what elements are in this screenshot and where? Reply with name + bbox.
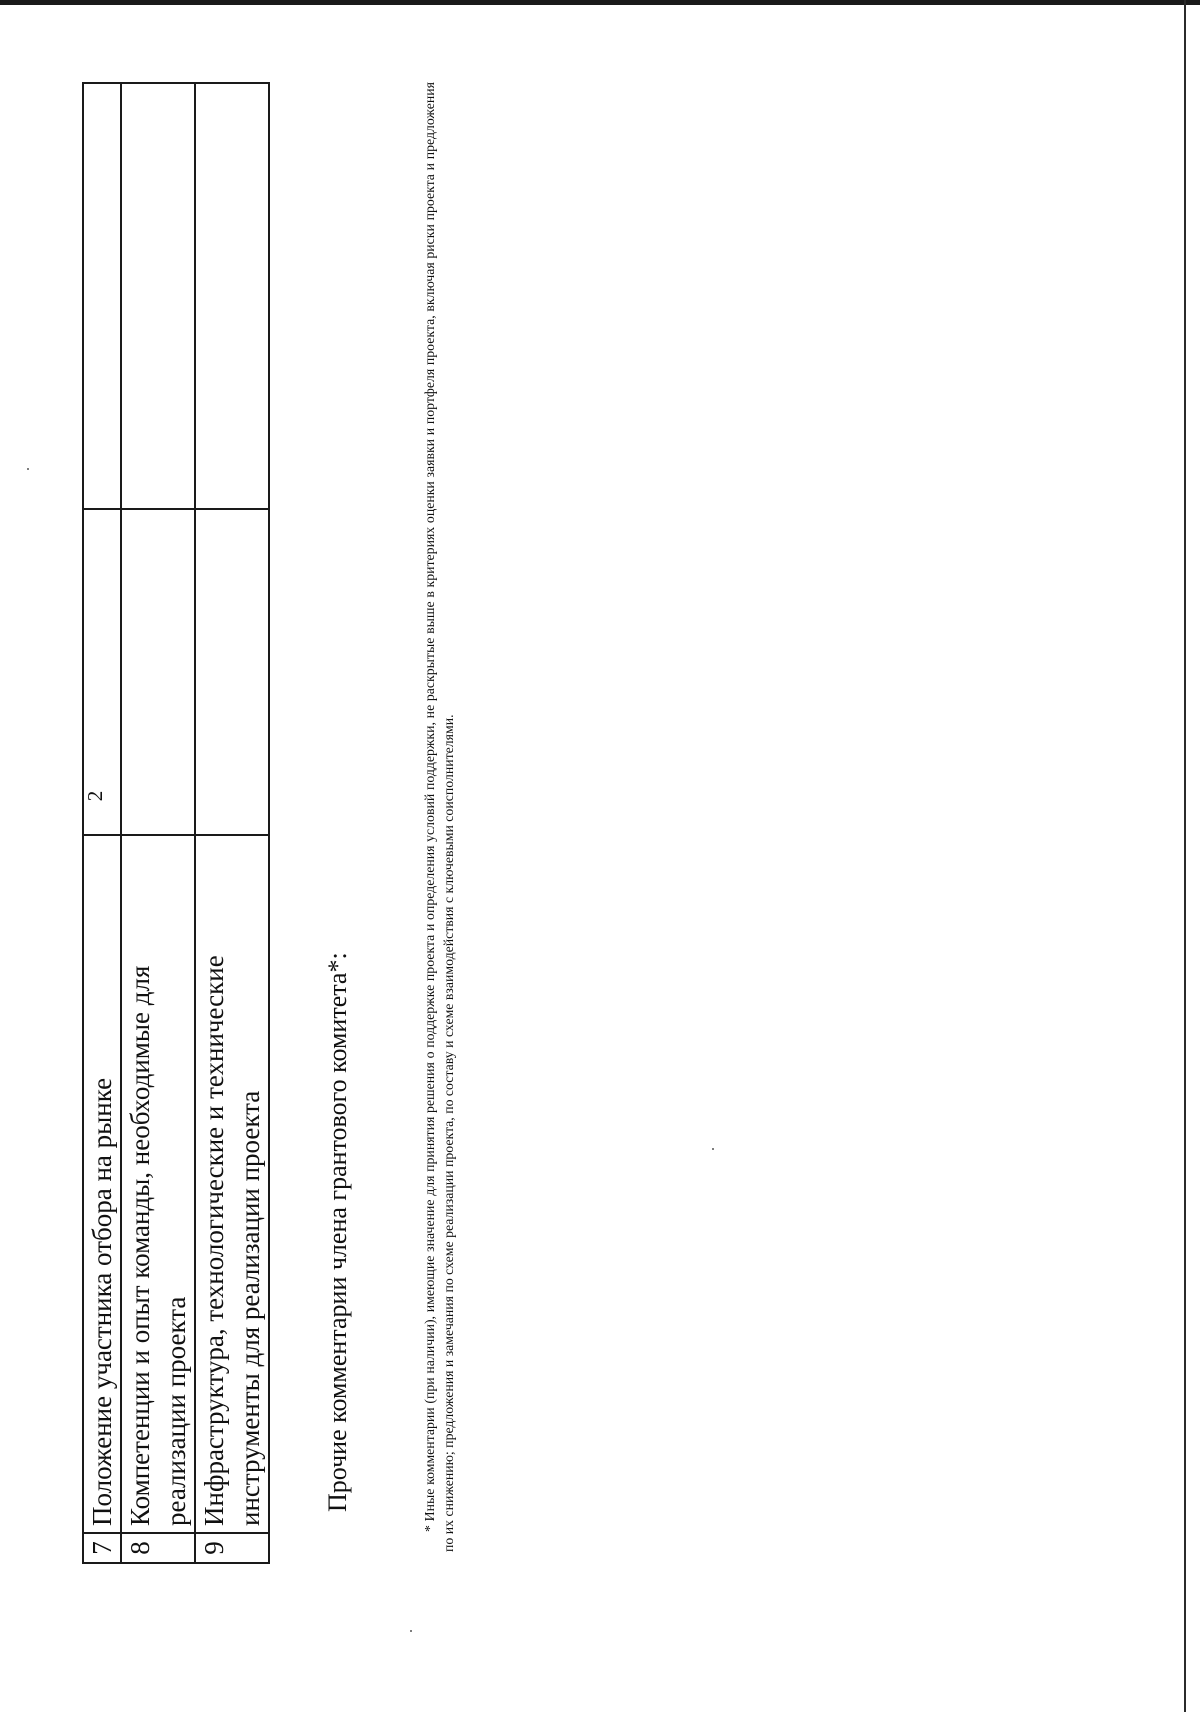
comment-cell (195, 83, 269, 509)
footnote: * Иные комментарии (при наличии), имеющие значение для принятия решения о поддержке проекта и определения условий поддержки, не раскрытые выше в критериях оценки заявки и портфеля проекта, включая риски проекта и предложения по их снижению; предложения и замечания по схеме реализации проекта, по составу и схеме взаимодействия с ключевыми соисполнителями. (422, 82, 456, 1552)
table-row (121, 83, 195, 1563)
comment-cell (121, 83, 195, 509)
comments-heading: Прочие комментарии члена грантового комитета*: (323, 952, 352, 1512)
table-row (83, 83, 121, 1563)
row-number: 7 (83, 1533, 121, 1563)
page-number: 2 (83, 790, 107, 802)
score-cell (121, 509, 195, 835)
criterion-name: Инфраструктура, технологические и технические инструменты для реализации проекта (195, 835, 269, 1533)
row-number: 8 (121, 1533, 195, 1563)
criteria-table (82, 82, 270, 1564)
row-number: 9 (195, 1533, 269, 1563)
criterion-name: Положение участника отбора на рынке (83, 835, 121, 1533)
criterion-name: Компетенции и опыт команды, необходимые для реализации проекта (121, 835, 195, 1533)
score-cell (195, 509, 269, 835)
score-cell (83, 509, 121, 835)
comment-cell (83, 83, 121, 509)
table-row (195, 83, 269, 1563)
